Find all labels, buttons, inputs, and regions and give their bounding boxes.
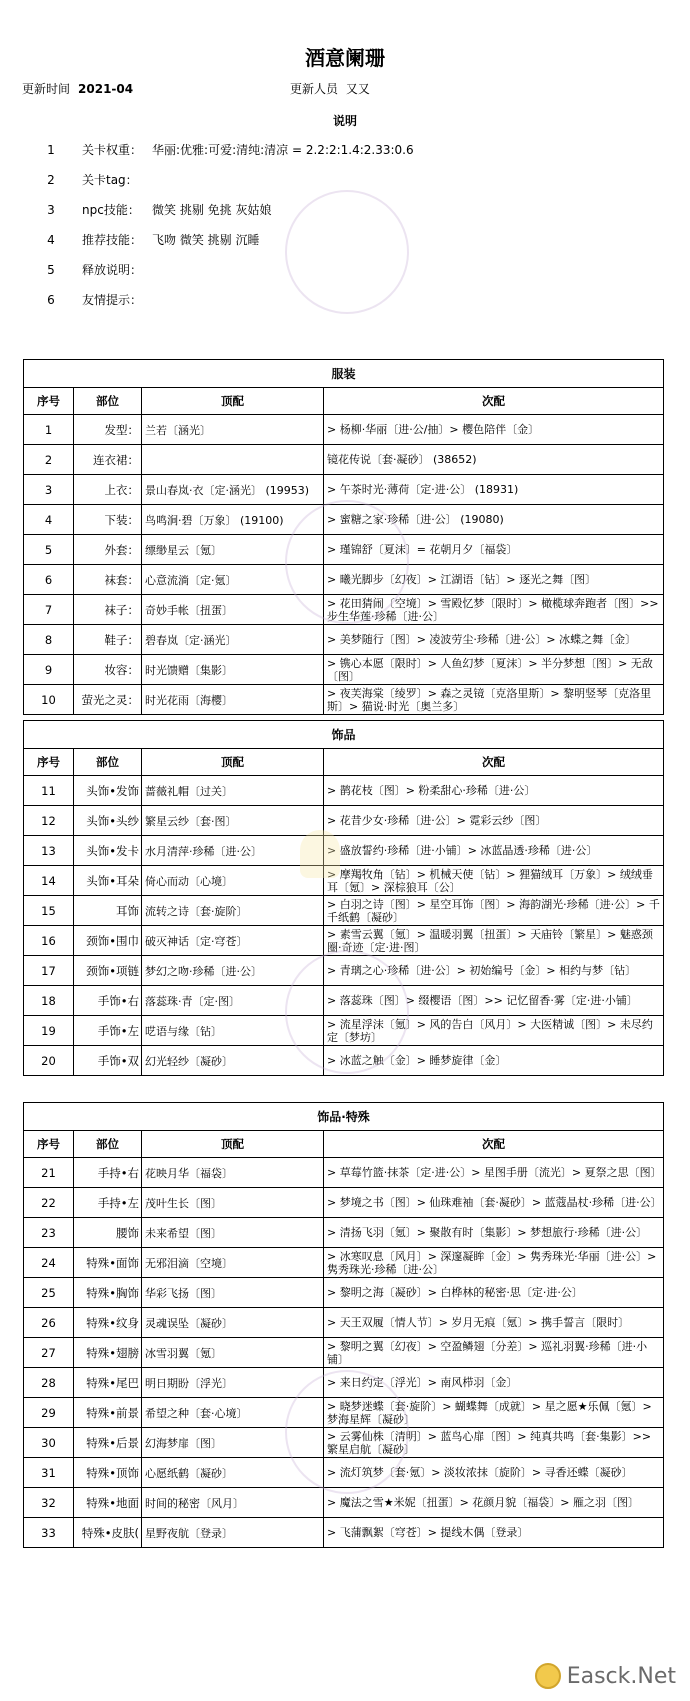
row-part: 发型：	[74, 415, 142, 445]
table-row	[24, 1016, 664, 1046]
row-top-pick: 碧春岚〔定·涵光〕	[142, 625, 324, 655]
row-part: 袜子：	[74, 595, 142, 625]
table-row	[24, 1248, 664, 1278]
row-top-pick	[142, 445, 324, 475]
column-header: 序号	[24, 388, 74, 415]
table-caption: 服装	[24, 360, 664, 388]
table-row	[24, 445, 664, 475]
row-number: 14	[24, 866, 74, 896]
row-alternatives: > 夜芙海棠〔绫罗〕> 森之灵镜〔克洛里斯〕> 黎明竖琴〔克洛里斯〕> 猫说·时光〔奥兰多〕	[324, 685, 664, 715]
note-row	[0, 289, 690, 311]
update-time-value: 2021-04	[78, 82, 134, 96]
note-value: 华丽:优雅:可爱:清纯:清凉 = 2.2:2:1.4:2.33:0.6	[152, 143, 414, 157]
row-number: 27	[24, 1338, 74, 1368]
table-row	[24, 836, 664, 866]
row-alternatives: > 冰寒叹息〔风月〕> 深邃凝眸〔金〕> 隽秀珠光·华丽〔进·公〕> 隽秀珠光·珍稀〔进·公〕	[324, 1248, 664, 1278]
table-row	[24, 1278, 664, 1308]
table-3	[23, 1102, 664, 1548]
table-row	[24, 926, 664, 956]
row-top-pick: 鸟鸣涧·碧〔万象〕 (19100)	[142, 505, 324, 535]
row-top-pick: 花映月华〔福袋〕	[142, 1158, 324, 1188]
row-top-pick: 倚心而动〔心境〕	[142, 866, 324, 896]
row-alternatives: > 黎明之海〔凝砂〕> 白桦林的秘密·思〔定·进·公〕	[324, 1278, 664, 1308]
table-row	[24, 1188, 664, 1218]
updater-value: 又又	[345, 82, 370, 96]
column-header: 部位	[74, 749, 142, 776]
row-part: 外套：	[74, 535, 142, 565]
column-header: 次配	[324, 1131, 664, 1158]
note-key: 关卡权重：	[82, 143, 143, 157]
row-part: 头饰•发饰	[74, 776, 142, 806]
page-title: 酒意阑珊	[305, 46, 385, 70]
note-row	[0, 259, 690, 281]
row-alternatives: > 鹊花枝〔图〕> 粉柔甜心·珍稀〔进·公〕	[324, 776, 664, 806]
column-header: 顶配	[142, 1131, 324, 1158]
row-part: 耳饰	[74, 896, 142, 926]
row-alternatives: > 蜜糖之家·珍稀〔进·公〕 (19080)	[324, 505, 664, 535]
row-alternatives: > 草莓竹篮·抹茶〔定·进·公〕> 星图手册〔流光〕> 夏祭之思〔图〕	[324, 1158, 664, 1188]
row-top-pick: 星野夜航〔登录〕	[142, 1518, 324, 1548]
note-key: 友情提示：	[82, 293, 143, 307]
row-number: 28	[24, 1368, 74, 1398]
table-1	[23, 359, 664, 715]
table-row	[24, 1046, 664, 1076]
row-alternatives: > 清扬飞羽〔氪〕> 聚散有时〔集影〕> 梦想旅行·珍稀〔进·公〕	[324, 1218, 664, 1248]
row-top-pick: 落蕊珠·青〔定·图〕	[142, 986, 324, 1016]
note-number: 5	[47, 263, 55, 277]
row-part: 妆容：	[74, 655, 142, 685]
column-header: 顶配	[142, 388, 324, 415]
note-number: 6	[47, 293, 55, 307]
row-alternatives: > 花田猜闹〔空境〕> 雪殿忆梦〔限时〕> 橄榄球奔跑者〔图〕>> 步生华莲·珍稀〔进·公〕	[324, 595, 664, 625]
row-top-pick: 梦幻之吻·珍稀〔进·公〕	[142, 956, 324, 986]
note-number: 3	[47, 203, 55, 217]
column-header: 序号	[24, 1131, 74, 1158]
row-part: 特殊•地面	[74, 1488, 142, 1518]
note-number: 2	[47, 173, 55, 187]
note-key: 推荐技能：	[82, 233, 143, 247]
row-part: 下装：	[74, 505, 142, 535]
row-part: 连衣裙：	[74, 445, 142, 475]
row-part: 手饰•双	[74, 1046, 142, 1076]
row-alternatives: > 梦境之书〔图〕> 仙珠难袖〔套·凝砂〕> 蓝蔻晶杖·珍稀〔进·公〕	[324, 1188, 664, 1218]
row-number: 3	[24, 475, 74, 505]
table-row	[24, 595, 664, 625]
row-top-pick: 破灭神话〔定·穹苍〕	[142, 926, 324, 956]
row-alternatives: > 镌心本愿〔限时〕> 人鱼幻梦〔夏沫〕> 半分梦想〔图〕> 无敌〔图〕	[324, 655, 664, 685]
row-part: 腰饰	[74, 1218, 142, 1248]
row-top-pick: 冰雪羽翼〔氪〕	[142, 1338, 324, 1368]
column-header: 部位	[74, 388, 142, 415]
row-part: 特殊•前景	[74, 1398, 142, 1428]
table-row	[24, 685, 664, 715]
row-alternatives: > 白羽之诗〔图〕> 星空耳饰〔图〕> 海韵湖光·珍稀〔进·公〕> 千千纸鹤〔凝砂〕	[324, 896, 664, 926]
row-top-pick: 兰若〔涵光〕	[142, 415, 324, 445]
row-top-pick: 华彩飞扬〔图〕	[142, 1278, 324, 1308]
row-alternatives: > 魔法之雪★米妮〔扭蛋〕> 花颜月貌〔福袋〕> 雁之羽〔图〕	[324, 1488, 664, 1518]
row-part: 特殊•胸饰	[74, 1278, 142, 1308]
row-top-pick: 繁星云纱〔套·图〕	[142, 806, 324, 836]
table-row	[24, 806, 664, 836]
table-row	[24, 625, 664, 655]
row-alternatives: > 盛放誓约·珍稀〔进·小铺〕> 冰蓝晶透·珍稀〔进·公〕	[324, 836, 664, 866]
row-top-pick: 幻海梦扉〔图〕	[142, 1428, 324, 1458]
row-part: 头饰•发卡	[74, 836, 142, 866]
note-key: 关卡tag：	[82, 173, 138, 187]
row-part: 鞋子：	[74, 625, 142, 655]
row-part: 手持•左	[74, 1188, 142, 1218]
row-number: 32	[24, 1488, 74, 1518]
table-row	[24, 1218, 664, 1248]
table-row	[24, 896, 664, 926]
row-top-pick: 水月清萍·珍稀〔进·公〕	[142, 836, 324, 866]
row-number: 12	[24, 806, 74, 836]
row-top-pick: 心意流淌〔定·氪〕	[142, 565, 324, 595]
row-part: 特殊•面饰	[74, 1248, 142, 1278]
table-row	[24, 1518, 664, 1548]
row-part: 特殊•后景	[74, 1428, 142, 1458]
row-number: 2	[24, 445, 74, 475]
row-number: 7	[24, 595, 74, 625]
row-alternatives: 镜花传说〔套·凝砂〕 (38652)	[324, 445, 664, 475]
row-number: 19	[24, 1016, 74, 1046]
row-alternatives: > 黎明之翼〔幻夜〕> 空盈鳞翅〔分差〕> 巡礼羽翼·珍稀〔进·小铺〕	[324, 1338, 664, 1368]
updater	[290, 80, 370, 97]
note-key: 释放说明：	[82, 263, 143, 277]
row-top-pick: 茂叶生长〔图〕	[142, 1188, 324, 1218]
row-alternatives: > 冰蓝之触〔金〕> 睡梦旋律〔金〕	[324, 1046, 664, 1076]
table-caption: 饰品	[24, 721, 664, 749]
update-time-label: 更新时间	[22, 82, 71, 96]
column-header: 顶配	[142, 749, 324, 776]
row-number: 23	[24, 1218, 74, 1248]
row-alternatives: > 杨柳·华丽〔进·公/抽〕> 樱色陪伴〔金〕	[324, 415, 664, 445]
row-top-pick: 蔷薇礼帽〔过关〕	[142, 776, 324, 806]
row-top-pick: 灵魂误坠〔凝砂〕	[142, 1308, 324, 1338]
table-row	[24, 956, 664, 986]
row-number: 10	[24, 685, 74, 715]
note-number: 1	[47, 143, 55, 157]
row-part: 袜套：	[74, 565, 142, 595]
row-number: 9	[24, 655, 74, 685]
update-time	[22, 80, 133, 97]
note-number: 4	[47, 233, 55, 247]
table-caption: 饰品·特殊	[24, 1103, 664, 1131]
row-part: 萤光之灵：	[74, 685, 142, 715]
row-part: 特殊•纹身	[74, 1308, 142, 1338]
row-part: 颈饰•围巾	[74, 926, 142, 956]
updater-label: 更新人员	[290, 82, 339, 96]
table-row	[24, 505, 664, 535]
row-part: 特殊•皮肤(	[74, 1518, 142, 1548]
row-number: 31	[24, 1458, 74, 1488]
row-alternatives: > 飞蒲飘絮〔穹苍〕> 提线木偶〔登录〕	[324, 1518, 664, 1548]
row-number: 26	[24, 1308, 74, 1338]
table-row	[24, 776, 664, 806]
table-row	[24, 1398, 664, 1428]
table-row	[24, 415, 664, 445]
table-row	[24, 1338, 664, 1368]
row-number: 4	[24, 505, 74, 535]
table-row	[24, 866, 664, 896]
row-part: 特殊•翅膀	[74, 1338, 142, 1368]
note-row	[0, 229, 690, 251]
easck-logo-icon	[535, 1663, 561, 1689]
row-number: 18	[24, 986, 74, 1016]
row-number: 29	[24, 1398, 74, 1428]
row-alternatives: > 天王双履〔情人节〕> 岁月无痕〔氪〕> 携手誓言〔限时〕	[324, 1308, 664, 1338]
row-alternatives: > 瑾锦舒〔夏沫〕= 花朝月夕〔福袋〕	[324, 535, 664, 565]
logo-text: Easck.Net	[566, 1663, 676, 1689]
table-row	[24, 1458, 664, 1488]
row-part: 手持•右	[74, 1158, 142, 1188]
row-number: 13	[24, 836, 74, 866]
row-top-pick: 时间的秘密〔风月〕	[142, 1488, 324, 1518]
row-alternatives: > 流灯筑梦〔套·氪〕> 淡妆浓抹〔旋阶〕> 寻香还蝶〔凝砂〕	[324, 1458, 664, 1488]
row-alternatives: > 美梦随行〔图〕> 凌波劳尘·珍稀〔进·公〕> 冰蝶之舞〔金〕	[324, 625, 664, 655]
row-number: 25	[24, 1278, 74, 1308]
row-alternatives: > 青璃之心·珍稀〔进·公〕> 初始编号〔金〕> 相约与梦〔钻〕	[324, 956, 664, 986]
row-alternatives: > 落蕊珠〔图〕> 缀樱语〔图〕>> 记忆留香·雾〔定·进·小铺〕	[324, 986, 664, 1016]
row-top-pick: 未来希望〔图〕	[142, 1218, 324, 1248]
row-alternatives: > 来日约定〔浮光〕> 南风栉羽〔金〕	[324, 1368, 664, 1398]
row-top-pick: 幻光轻纱〔凝砂〕	[142, 1046, 324, 1076]
row-top-pick: 缥缈星云〔氪〕	[142, 535, 324, 565]
note-value: 飞吻 微笑 挑剔 沉睡	[152, 233, 260, 247]
row-number: 6	[24, 565, 74, 595]
table-row	[24, 565, 664, 595]
table-2	[23, 720, 664, 1076]
table-row	[24, 1488, 664, 1518]
row-part: 头饰•耳朵	[74, 866, 142, 896]
row-number: 1	[24, 415, 74, 445]
row-alternatives: > 午茶时光·薄荷〔定·进·公〕 (18931)	[324, 475, 664, 505]
row-number: 21	[24, 1158, 74, 1188]
row-alternatives: > 摩羯牧角〔钻〕> 机械天使〔钻〕> 狸猫绒耳〔万象〕> 绒绒垂耳〔氪〕> 深棕狼耳〔公〕	[324, 866, 664, 896]
row-part: 特殊•尾巴	[74, 1368, 142, 1398]
note-row	[0, 139, 690, 161]
row-top-pick: 明日期盼〔浮光〕	[142, 1368, 324, 1398]
row-top-pick: 奇妙手帐〔扭蛋〕	[142, 595, 324, 625]
column-header: 部位	[74, 1131, 142, 1158]
row-top-pick: 景山春岚·衣〔定·涵光〕 (19953)	[142, 475, 324, 505]
row-top-pick: 希望之种〔套·心境〕	[142, 1398, 324, 1428]
row-top-pick: 时光馈赠〔集影〕	[142, 655, 324, 685]
note-row	[0, 199, 690, 221]
notes-heading: 说明	[332, 114, 357, 128]
row-number: 24	[24, 1248, 74, 1278]
column-header: 次配	[324, 749, 664, 776]
row-top-pick: 呓语与缘〔钻〕	[142, 1016, 324, 1046]
row-top-pick: 心愿纸鹤〔凝砂〕	[142, 1458, 324, 1488]
row-number: 33	[24, 1518, 74, 1548]
note-value: 微笑 挑剔 免挑 灰姑娘	[152, 203, 272, 217]
row-part: 特殊•顶饰	[74, 1458, 142, 1488]
note-row	[0, 169, 690, 191]
row-alternatives: > 流星浮沫〔氪〕> 风的告白〔风月〕> 大医精诚〔图〕> 未尽约定〔梦坊〕	[324, 1016, 664, 1046]
row-number: 16	[24, 926, 74, 956]
row-part: 手饰•右	[74, 986, 142, 1016]
row-number: 30	[24, 1428, 74, 1458]
row-top-pick: 时光花雨〔海樱〕	[142, 685, 324, 715]
row-number: 17	[24, 956, 74, 986]
table-row	[24, 1158, 664, 1188]
table-row	[24, 986, 664, 1016]
row-part: 头饰•头纱	[74, 806, 142, 836]
table-row	[24, 475, 664, 505]
table-row	[24, 655, 664, 685]
row-part: 手饰•左	[74, 1016, 142, 1046]
row-number: 5	[24, 535, 74, 565]
row-alternatives: > 花昔少女·珍稀〔进·公〕> 霓彩云纱〔图〕	[324, 806, 664, 836]
row-alternatives: > 曦光脚步〔幻夜〕> 江湖语〔钻〕> 逐光之舞〔图〕	[324, 565, 664, 595]
row-alternatives: > 素雪云翼〔氪〕> 温暖羽翼〔扭蛋〕> 天庙铃〔繁星〕> 魅惑颈圈·奇迹〔定·进·图〕	[324, 926, 664, 956]
row-part: 上衣：	[74, 475, 142, 505]
row-top-pick: 无邪泪滴〔空境〕	[142, 1248, 324, 1278]
table-row	[24, 1308, 664, 1338]
row-number: 15	[24, 896, 74, 926]
column-header: 次配	[324, 388, 664, 415]
table-row	[24, 1368, 664, 1398]
note-key: npc技能：	[82, 203, 140, 217]
row-number: 11	[24, 776, 74, 806]
row-part: 颈饰•项链	[74, 956, 142, 986]
row-top-pick: 流转之诗〔套·旋阶〕	[142, 896, 324, 926]
row-number: 20	[24, 1046, 74, 1076]
table-row	[24, 1428, 664, 1458]
column-header: 序号	[24, 749, 74, 776]
table-row	[24, 535, 664, 565]
row-alternatives: > 云雾仙株〔清明〕> 蓝鸟心扉〔图〕> 纯真共鸣〔套·集影〕>> 繁星启航〔凝砂〕	[324, 1428, 664, 1458]
row-alternatives: > 晓梦迷蝶〔套·旋阶〕> 蝴蝶舞〔成就〕> 星之愿★乐佩〔氪〕> 梦海星辉〔凝砂〕	[324, 1398, 664, 1428]
row-number: 8	[24, 625, 74, 655]
site-logo[interactable]	[535, 1660, 676, 1692]
row-number: 22	[24, 1188, 74, 1218]
